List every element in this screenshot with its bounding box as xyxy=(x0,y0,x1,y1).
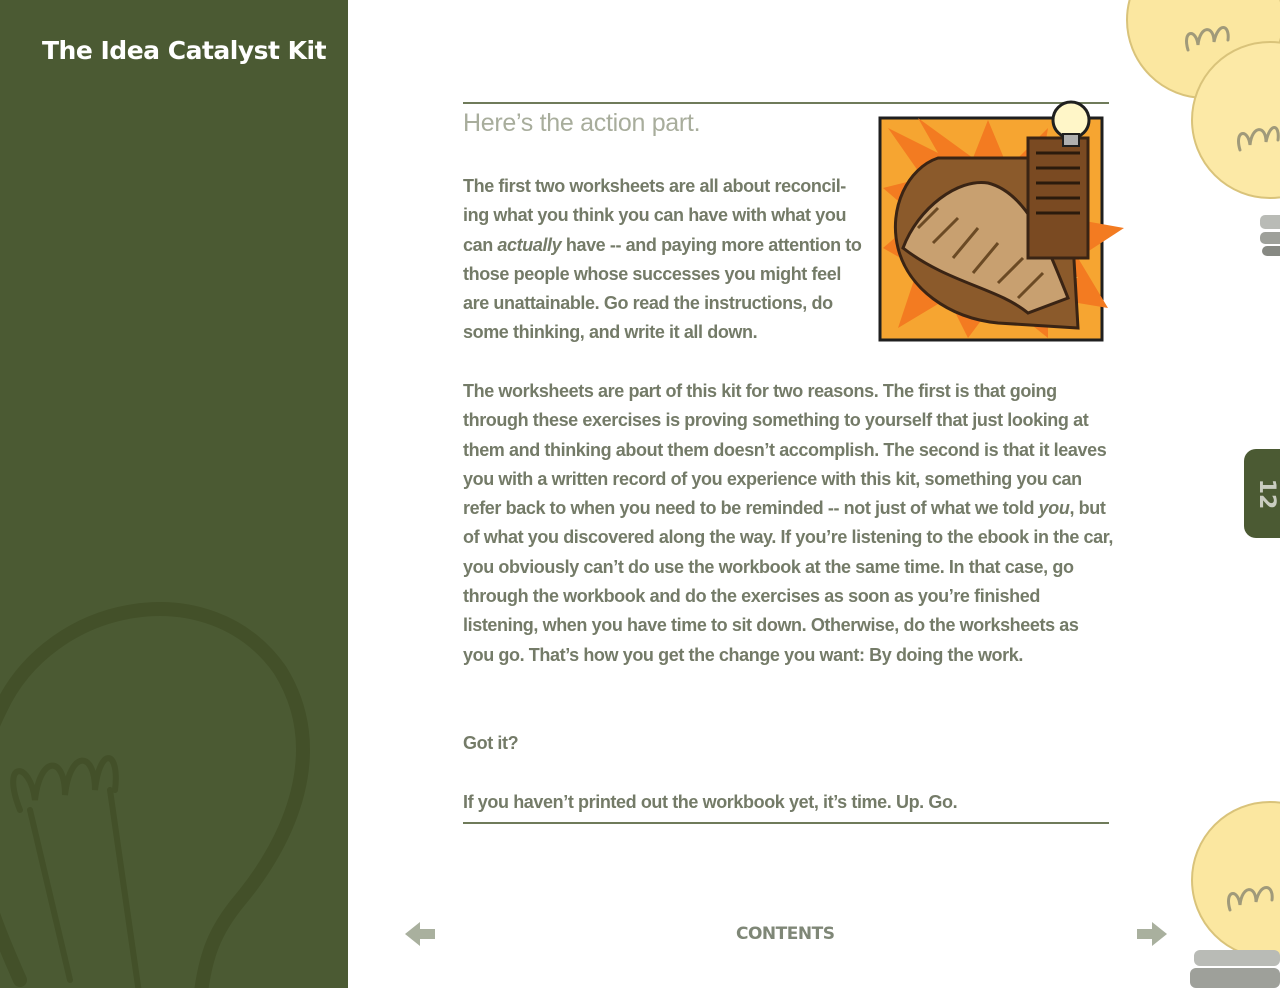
bottom-divider xyxy=(463,822,1109,824)
left-arrow-icon[interactable] xyxy=(404,918,436,950)
right-arrow-icon[interactable] xyxy=(1136,918,1168,950)
paragraph-worksheets-intro: The first two worksheets are all about reconcil-ing what you think you can have with what you can actually have -- and paying more attention to those people whose successes you might feel are unattainable. Go read the instructions, do some thinking, and write it all down. xyxy=(463,176,862,343)
boot-stomping-icon xyxy=(878,98,1128,348)
emphasis-you: you xyxy=(1038,498,1070,519)
kit-title: The Idea Catalyst Kit xyxy=(42,36,327,65)
sidebar xyxy=(0,0,348,988)
paragraph-print-workbook: If you haven’t printed out the workbook yet, it’s time. Up. Go. xyxy=(463,792,958,812)
contents-link[interactable]: CONTENTS xyxy=(736,924,835,944)
lightbulb-decoration-icon xyxy=(1180,800,1280,988)
section-heading: Here’s the action part. xyxy=(463,109,701,137)
emphasis-actually: actually xyxy=(497,234,562,255)
page-number: 12 xyxy=(1254,478,1279,510)
paragraph-got-it: Got it? xyxy=(463,733,519,753)
lightbulb-watermark-icon xyxy=(0,560,340,988)
lightbulb-decoration-icon xyxy=(1110,0,1280,270)
paragraph-worksheets-reasons: The worksheets are part of this kit for two reasons. The first is that going through these exercises is proving something to yourself that just looking at them and thinking about them doesn’t accomplish. The second is that it leaves you with a written record of you experience with this kit, something you can refer back to when you need to be reminded -- not just of what we told you, but of what you discovered along the way. If you’re listening to the ebook in the car, you obviously can’t do use the workbook at the same time. In that case, go through the workbook and do the exercises as soon as you’re finished listening, when you have time to sit down. Otherwise, do the worksheets as you go. That’s how you get the change you want: By doing the work. xyxy=(463,381,1113,665)
